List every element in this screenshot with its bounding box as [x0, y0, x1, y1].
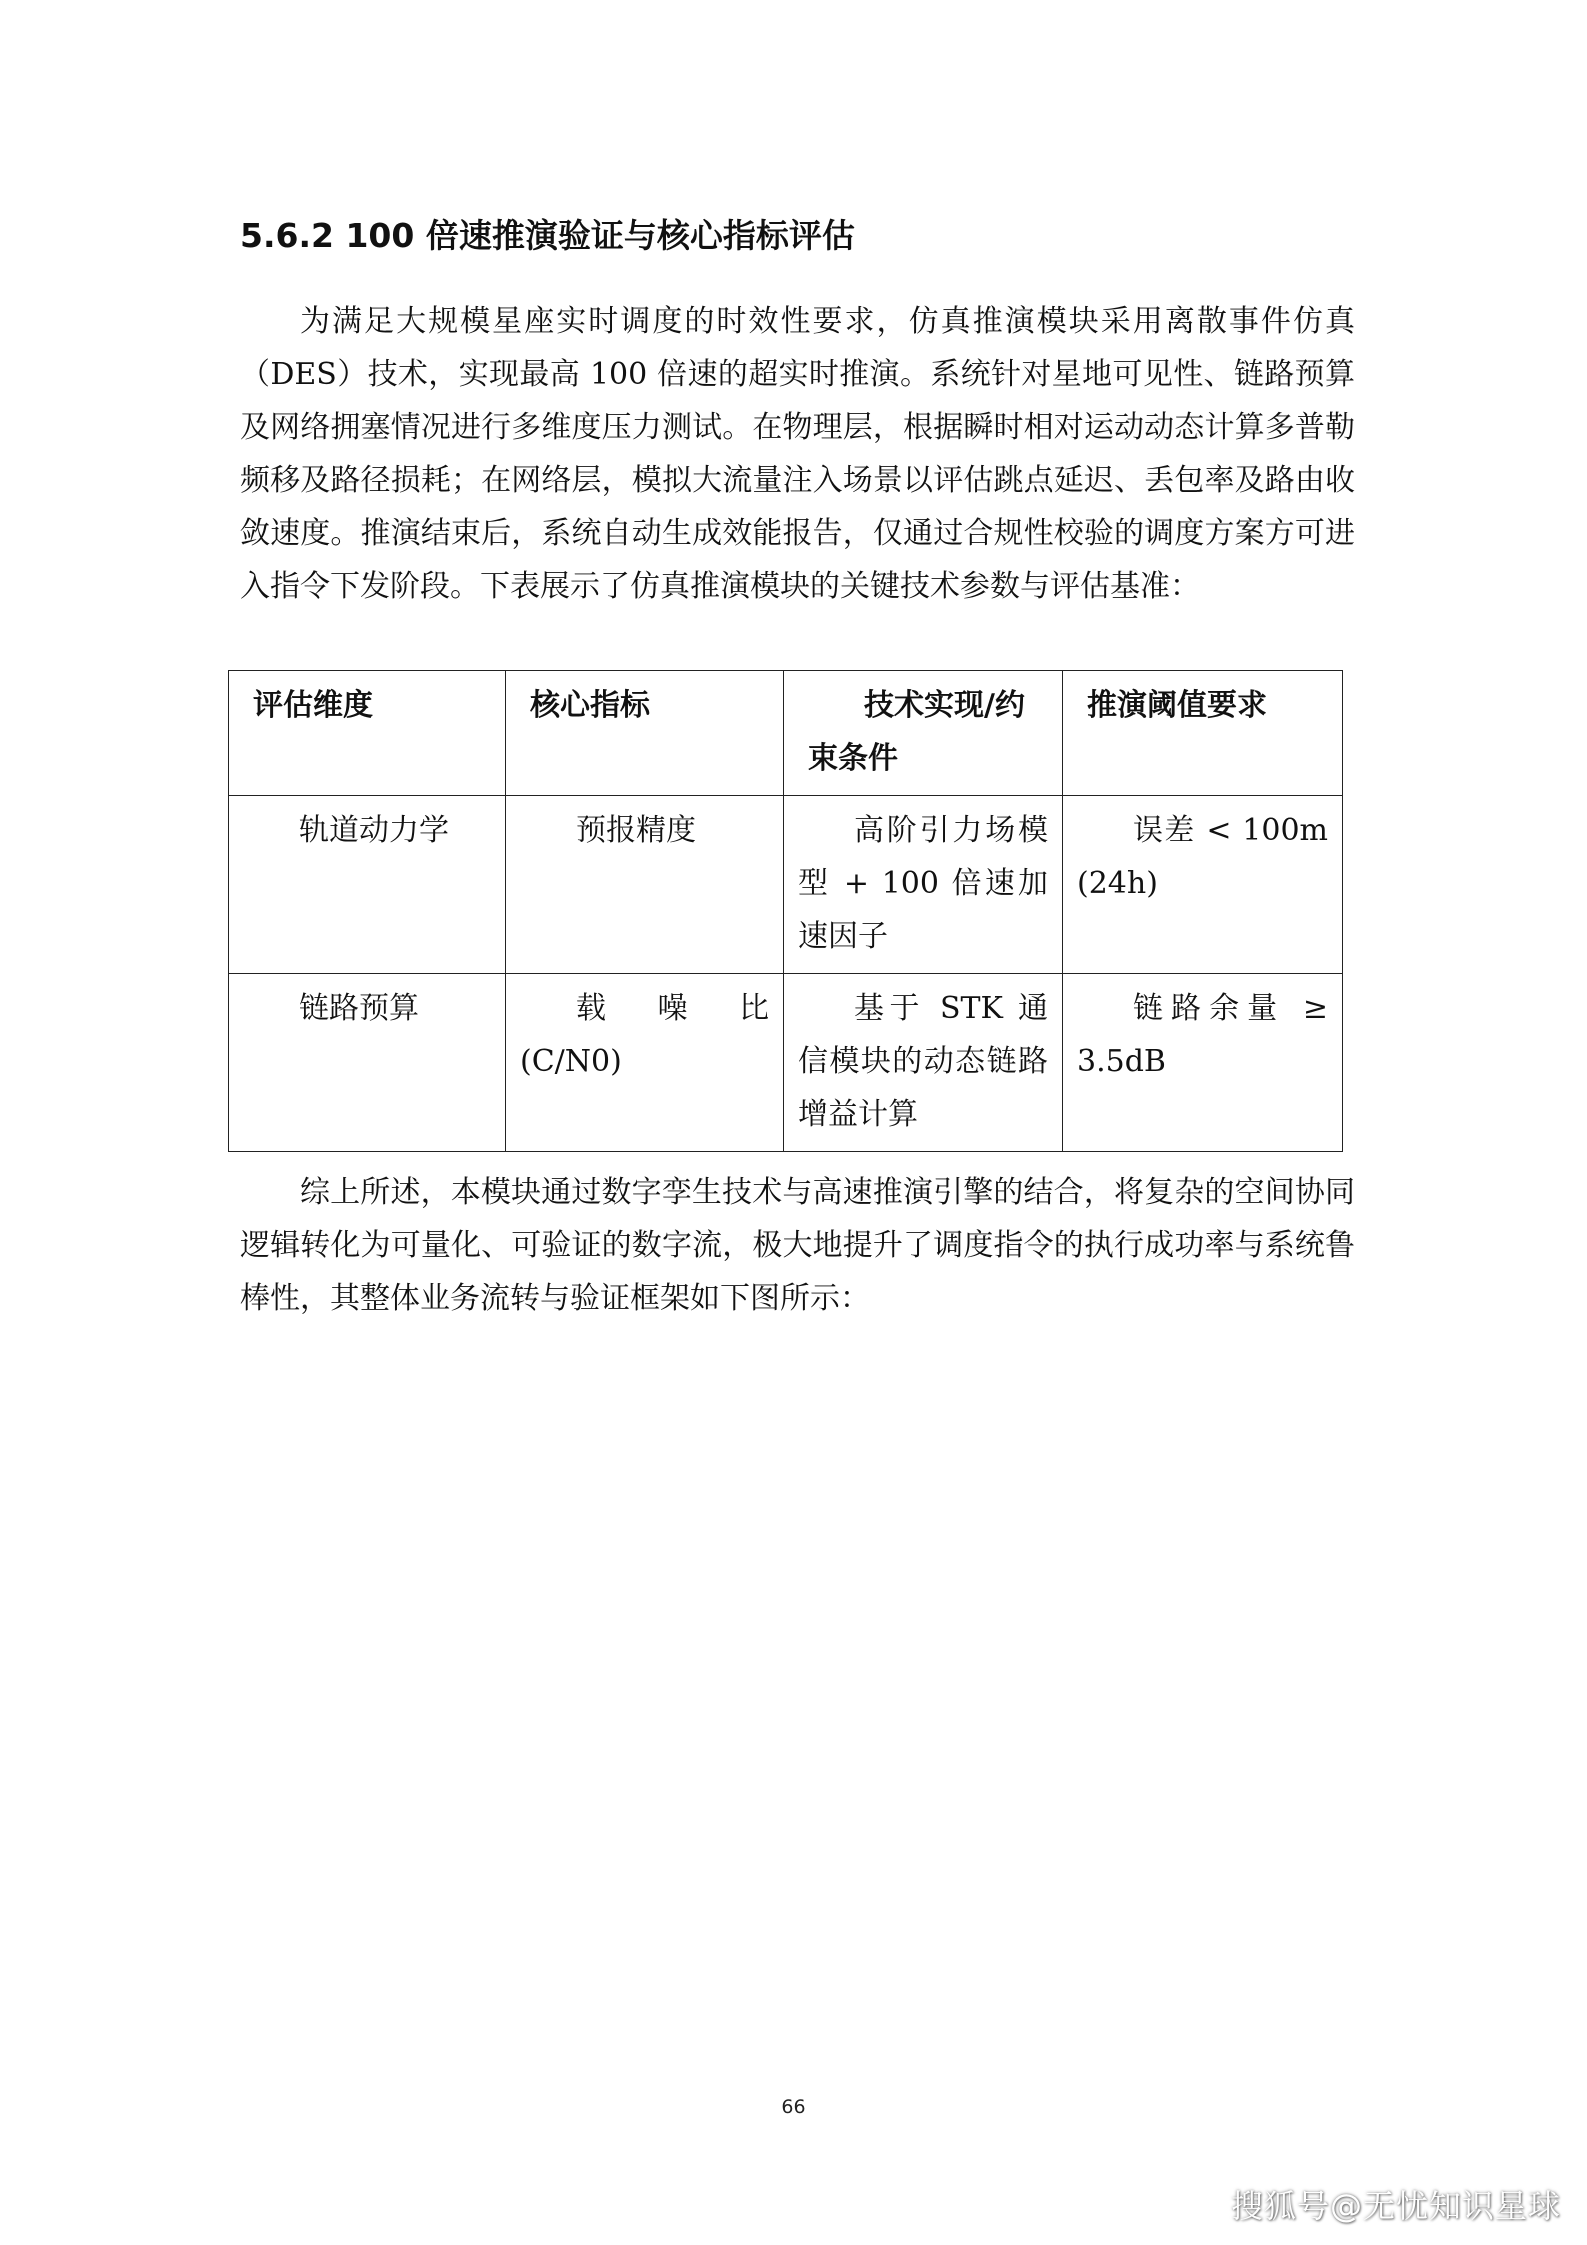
table-cell: 高阶引力场模型 + 100 倍速加速因子 [784, 796, 1063, 974]
table-cell: 链路余量 ≥ 3.5dB [1063, 974, 1343, 1152]
page-number: 66 [781, 2096, 806, 2118]
table-cell: 轨道动力学 [229, 796, 506, 974]
watermark: 搜狐号@无忧知识星球 [1230, 2187, 1561, 2225]
table-header-cell: 评估维度 [229, 671, 506, 796]
table-row [229, 974, 1343, 1152]
table-cell: 链路预算 [229, 974, 506, 1152]
table-header-cell: 核心指标 [506, 671, 784, 796]
table-header-row [229, 671, 1343, 796]
table-cell: 基于 STK 通信模块的动态链路增益计算 [784, 974, 1063, 1152]
summary-paragraph: 综上所述，本模块通过数字孪生技术与高速推演引擎的结合，将复杂的空间协同逻辑转化为可量化、可验证的数字流，极大地提升了调度指令的执行成功率与系统鲁棒性，其整体业务流转与验证框架如下图所示： [240, 1175, 1355, 1316]
intro-paragraph: 为满足大规模星座实时调度的时效性要求，仿真推演模块采用离散事件仿真（DES）技术，实现最高 100 倍速的超实时推演。系统针对星地可见性、链路预算及网络拥塞情况进行多维度压力测试。在物理层，根据瞬时相对运动动态计算多普勒频移及路径损耗；在网络层，模拟大流量注入场景以评估跳点延迟、丢包率及路由收敛速度。推演结束后，系统自动生成效能报告，仅通过合规性校验的调度方案方可进入指令下发阶段。下表展示了仿真推演模块的关键技术参数与评估基准： [240, 304, 1355, 604]
table-row [229, 796, 1343, 974]
metrics-table [228, 670, 1343, 1152]
table-cell: 误差 < 100m (24h) [1063, 796, 1343, 974]
table-header-cell: 技术实现/约束条件 [784, 671, 1063, 796]
section-heading: 5.6.2 100 倍速推演验证与核心指标评估 [240, 216, 855, 255]
table-cell: 预报精度 [506, 796, 784, 974]
table-cell: 载噪比 (C/N0) [506, 974, 784, 1152]
table-header-cell: 推演阈值要求 [1063, 671, 1343, 796]
